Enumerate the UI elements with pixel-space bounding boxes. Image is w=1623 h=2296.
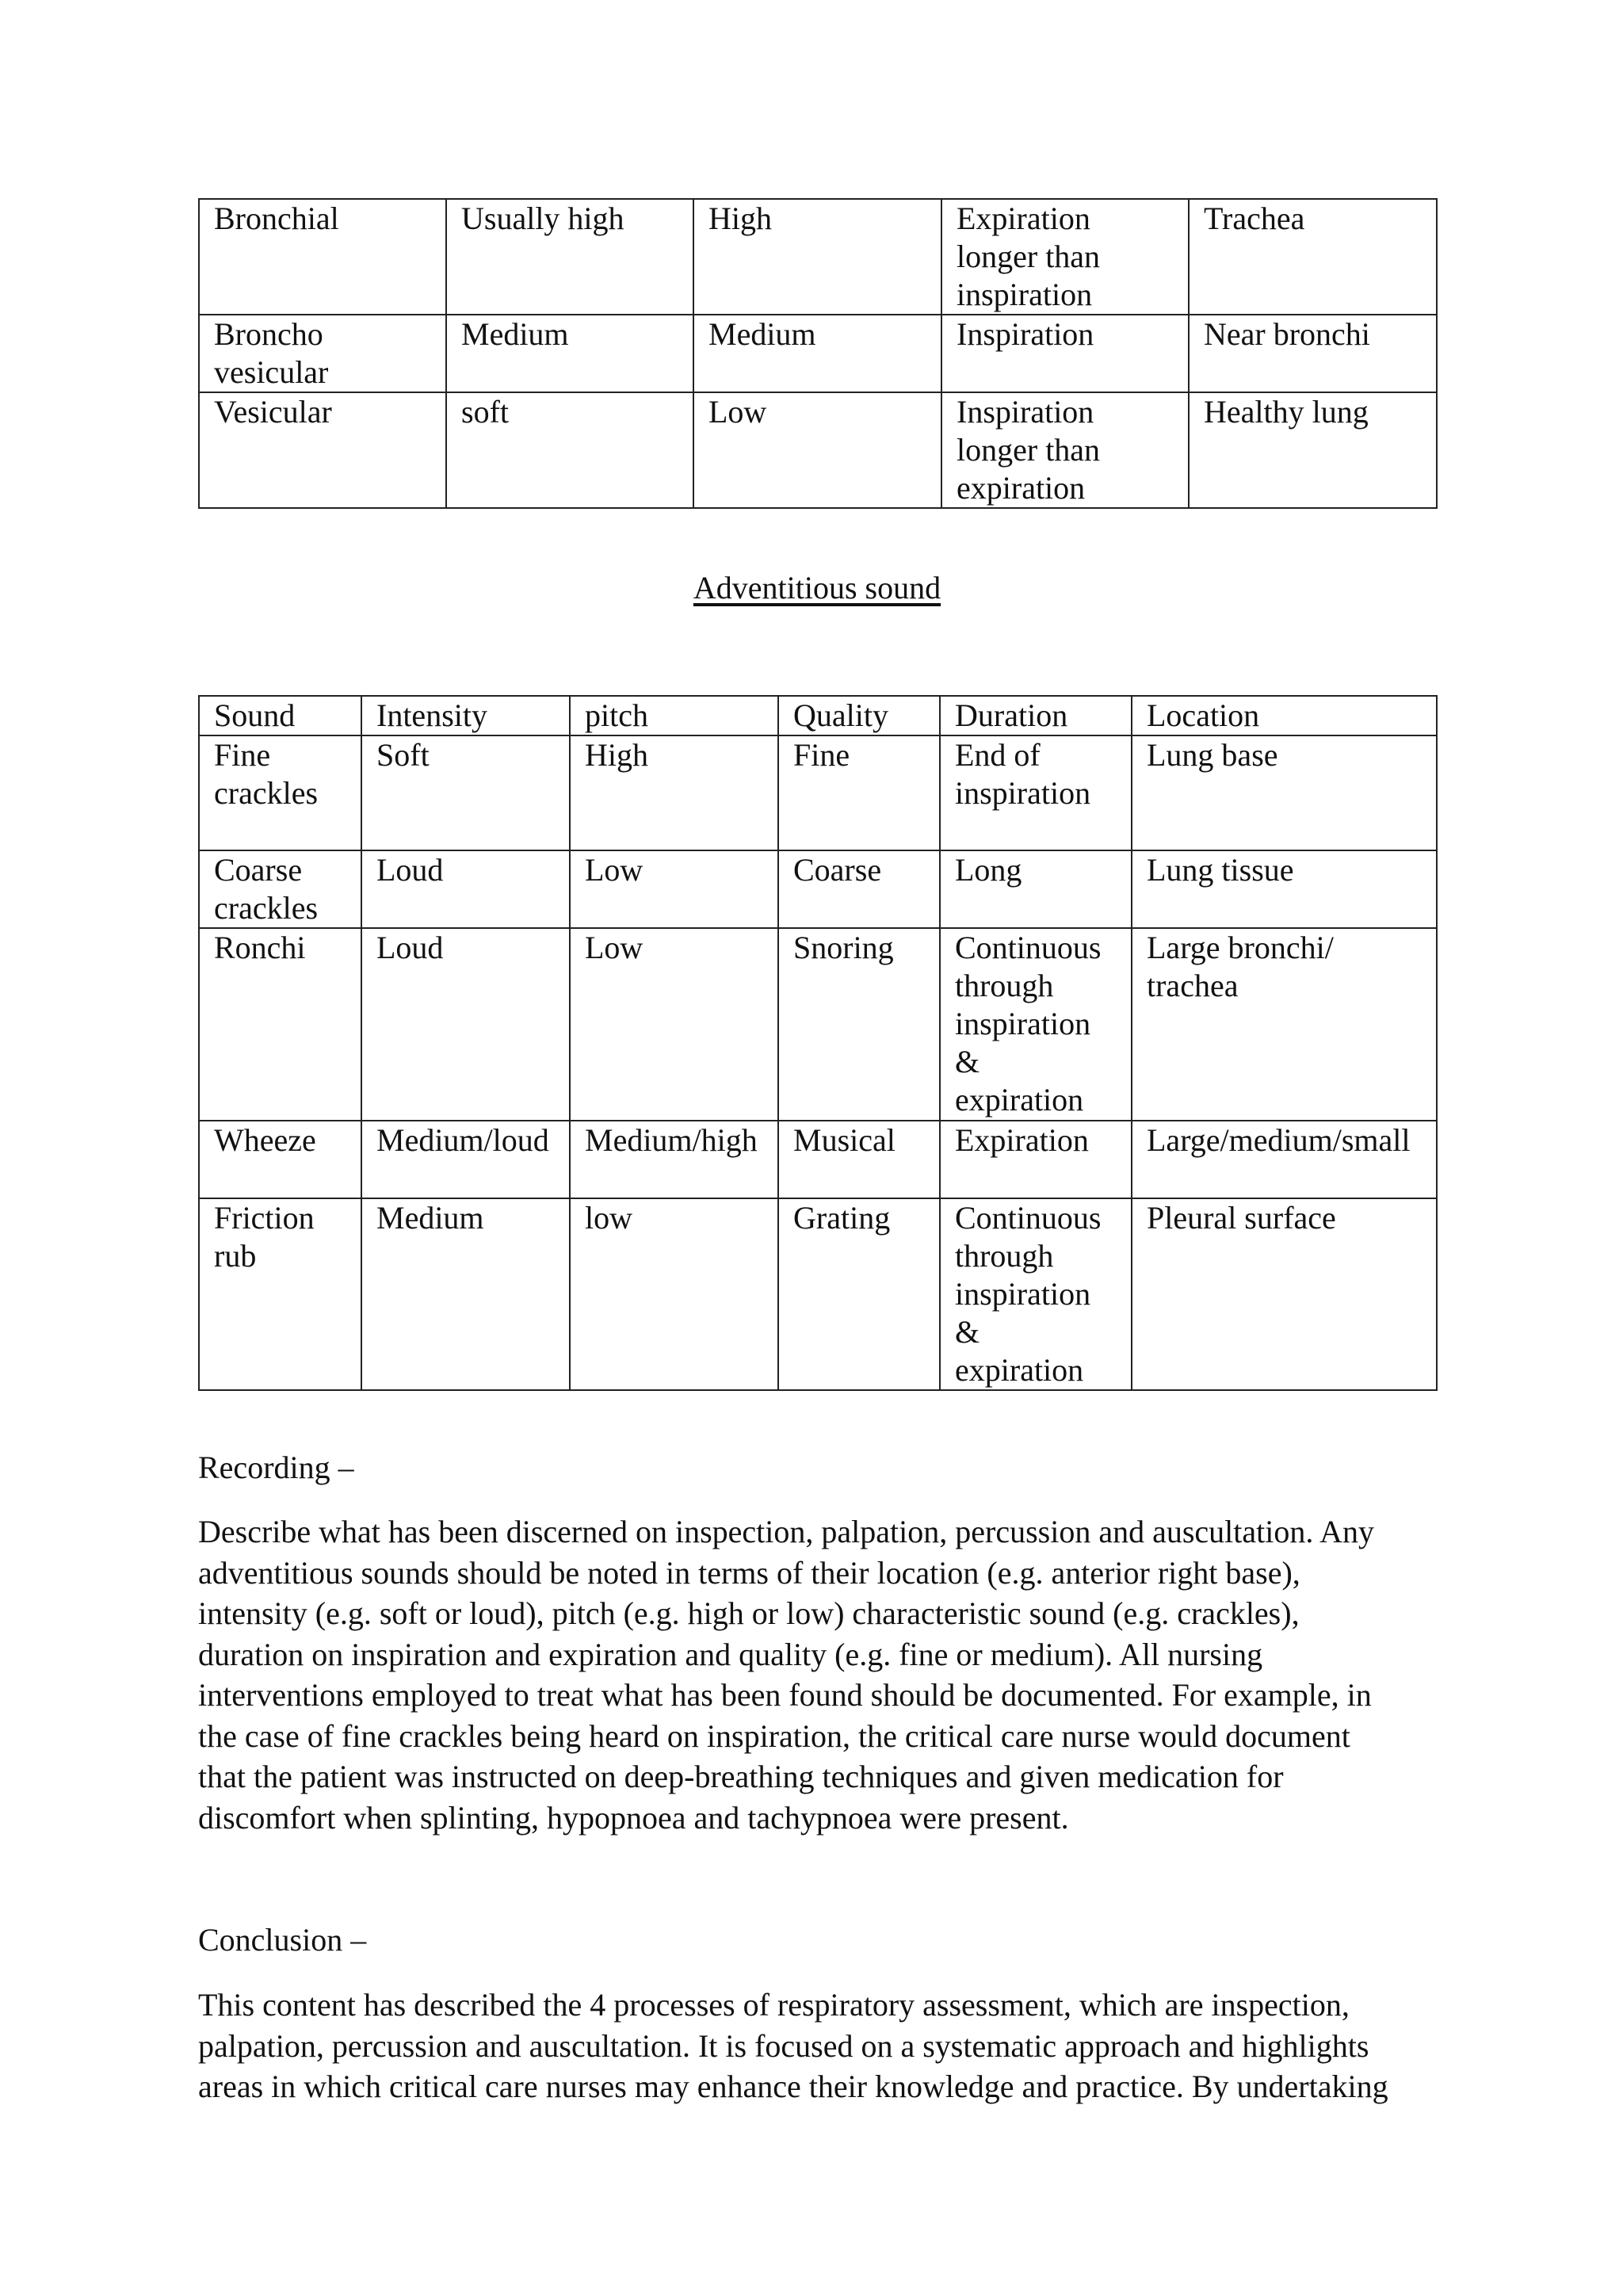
paragraph-line: intensity (e.g. soft or loud), pitch (e.g. high or low) characteristic sound (e.g. crackles), [198, 1595, 1300, 1631]
table-cell: Ronchi [199, 928, 361, 1121]
paragraph-line: interventions employed to treat what has been found should be documented. For example, in [198, 1677, 1372, 1713]
table-cell: Expiration [940, 1121, 1132, 1198]
table-cell: Inspiration [941, 315, 1189, 392]
paragraph-line: that the patient was instructed on deep-breathing techniques and given medication for [198, 1759, 1284, 1794]
table-cell: Snoring [778, 928, 940, 1121]
table-cell: Loud [361, 928, 570, 1121]
recording-paragraph [198, 1511, 1450, 1838]
table-cell: Long [940, 850, 1132, 928]
adventitious-sounds-table [198, 695, 1438, 1391]
table-cell: Lung tissue [1132, 850, 1437, 928]
paragraph-line: Describe what has been discerned on inspection, palpation, percussion and auscultation. Any [198, 1514, 1375, 1549]
table-row [199, 1198, 1437, 1390]
table-cell: Lung base [1132, 735, 1437, 850]
table-cell: Continuous through inspiration & expiration [940, 1198, 1132, 1390]
table-cell: Continuous through inspiration & expiration [940, 928, 1132, 1121]
table-row [199, 928, 1437, 1121]
table-cell: Fine crackles [199, 735, 361, 850]
table-cell: soft [446, 392, 693, 508]
table-cell: Low [693, 392, 941, 508]
table-cell: High [693, 199, 941, 315]
table-cell: Inspiration longer than expiration [941, 392, 1189, 508]
conclusion-paragraph [198, 1985, 1450, 2107]
table-cell: Large/medium/small [1132, 1121, 1437, 1198]
paragraph-line: areas in which critical care nurses may enhance their knowledge and practice. By undertaking [198, 2069, 1388, 2104]
table-cell: Coarse crackles [199, 850, 361, 928]
table-cell: Coarse [778, 850, 940, 928]
table-cell: Musical [778, 1121, 940, 1198]
table-cell: Medium/high [570, 1121, 778, 1198]
table-cell: Pleural surface [1132, 1198, 1437, 1390]
table-cell: Large bronchi/ trachea [1132, 928, 1437, 1121]
table-cell: Grating [778, 1198, 940, 1390]
table-cell: low [570, 1198, 778, 1390]
adventitious-heading [0, 569, 1623, 607]
table-cell: Bronchial [199, 199, 446, 315]
table-cell: Near bronchi [1189, 315, 1437, 392]
column-header: Quality [778, 696, 940, 735]
table-row [199, 735, 1437, 850]
table-cell: Loud [361, 850, 570, 928]
table-row [199, 199, 1437, 315]
table-row [199, 1121, 1437, 1198]
table-row [199, 850, 1437, 928]
table-cell: Trachea [1189, 199, 1437, 315]
table-cell: Friction rub [199, 1198, 361, 1390]
adventitious-heading-text: Adventitious sound [693, 570, 941, 606]
table-cell: Usually high [446, 199, 693, 315]
table-cell: End of inspiration [940, 735, 1132, 850]
table-cell: Medium [693, 315, 941, 392]
table-cell: Medium [446, 315, 693, 392]
table-cell: Low [570, 850, 778, 928]
column-header: pitch [570, 696, 778, 735]
paragraph-line: This content has described the 4 processes of respiratory assessment, which are inspection, [198, 1987, 1350, 2023]
recording-label: Recording – [198, 1450, 354, 1485]
paragraph-line: discomfort when splinting, hypopnoea and tachypnoea were present. [198, 1799, 1069, 1836]
table-cell: Healthy lung [1189, 392, 1437, 508]
table-cell: Low [570, 928, 778, 1121]
column-header: Location [1132, 696, 1437, 735]
paragraph-line: the case of fine crackles being heard on inspiration, the critical care nurse would document [198, 1717, 1350, 1754]
table-cell: High [570, 735, 778, 850]
table-row [199, 392, 1437, 508]
table-cell: Broncho vesicular [199, 315, 446, 392]
breath-sounds-table [198, 198, 1438, 509]
column-header: Intensity [361, 696, 570, 735]
paragraph-line: palpation, percussion and auscultation. It is focused on a systematic approach and highlights [198, 2027, 1369, 2064]
conclusion-label: Conclusion – [198, 1922, 367, 1958]
table-cell: Medium/loud [361, 1121, 570, 1198]
table-cell: Soft [361, 735, 570, 850]
table-cell: Expiration longer than inspiration [941, 199, 1189, 315]
table-header-row [199, 696, 1437, 735]
paragraph-line: adventitious sounds should be noted in terms of their location (e.g. anterior right base), [198, 1554, 1300, 1591]
table-cell: Medium [361, 1198, 570, 1390]
table-row [199, 315, 1437, 392]
table-cell: Wheeze [199, 1121, 361, 1198]
table-cell: Vesicular [199, 392, 446, 508]
column-header: Duration [940, 696, 1132, 735]
table-cell: Fine [778, 735, 940, 850]
column-header: Sound [199, 696, 361, 735]
paragraph-line: duration on inspiration and expiration and quality (e.g. fine or medium). All nursing [198, 1636, 1263, 1672]
